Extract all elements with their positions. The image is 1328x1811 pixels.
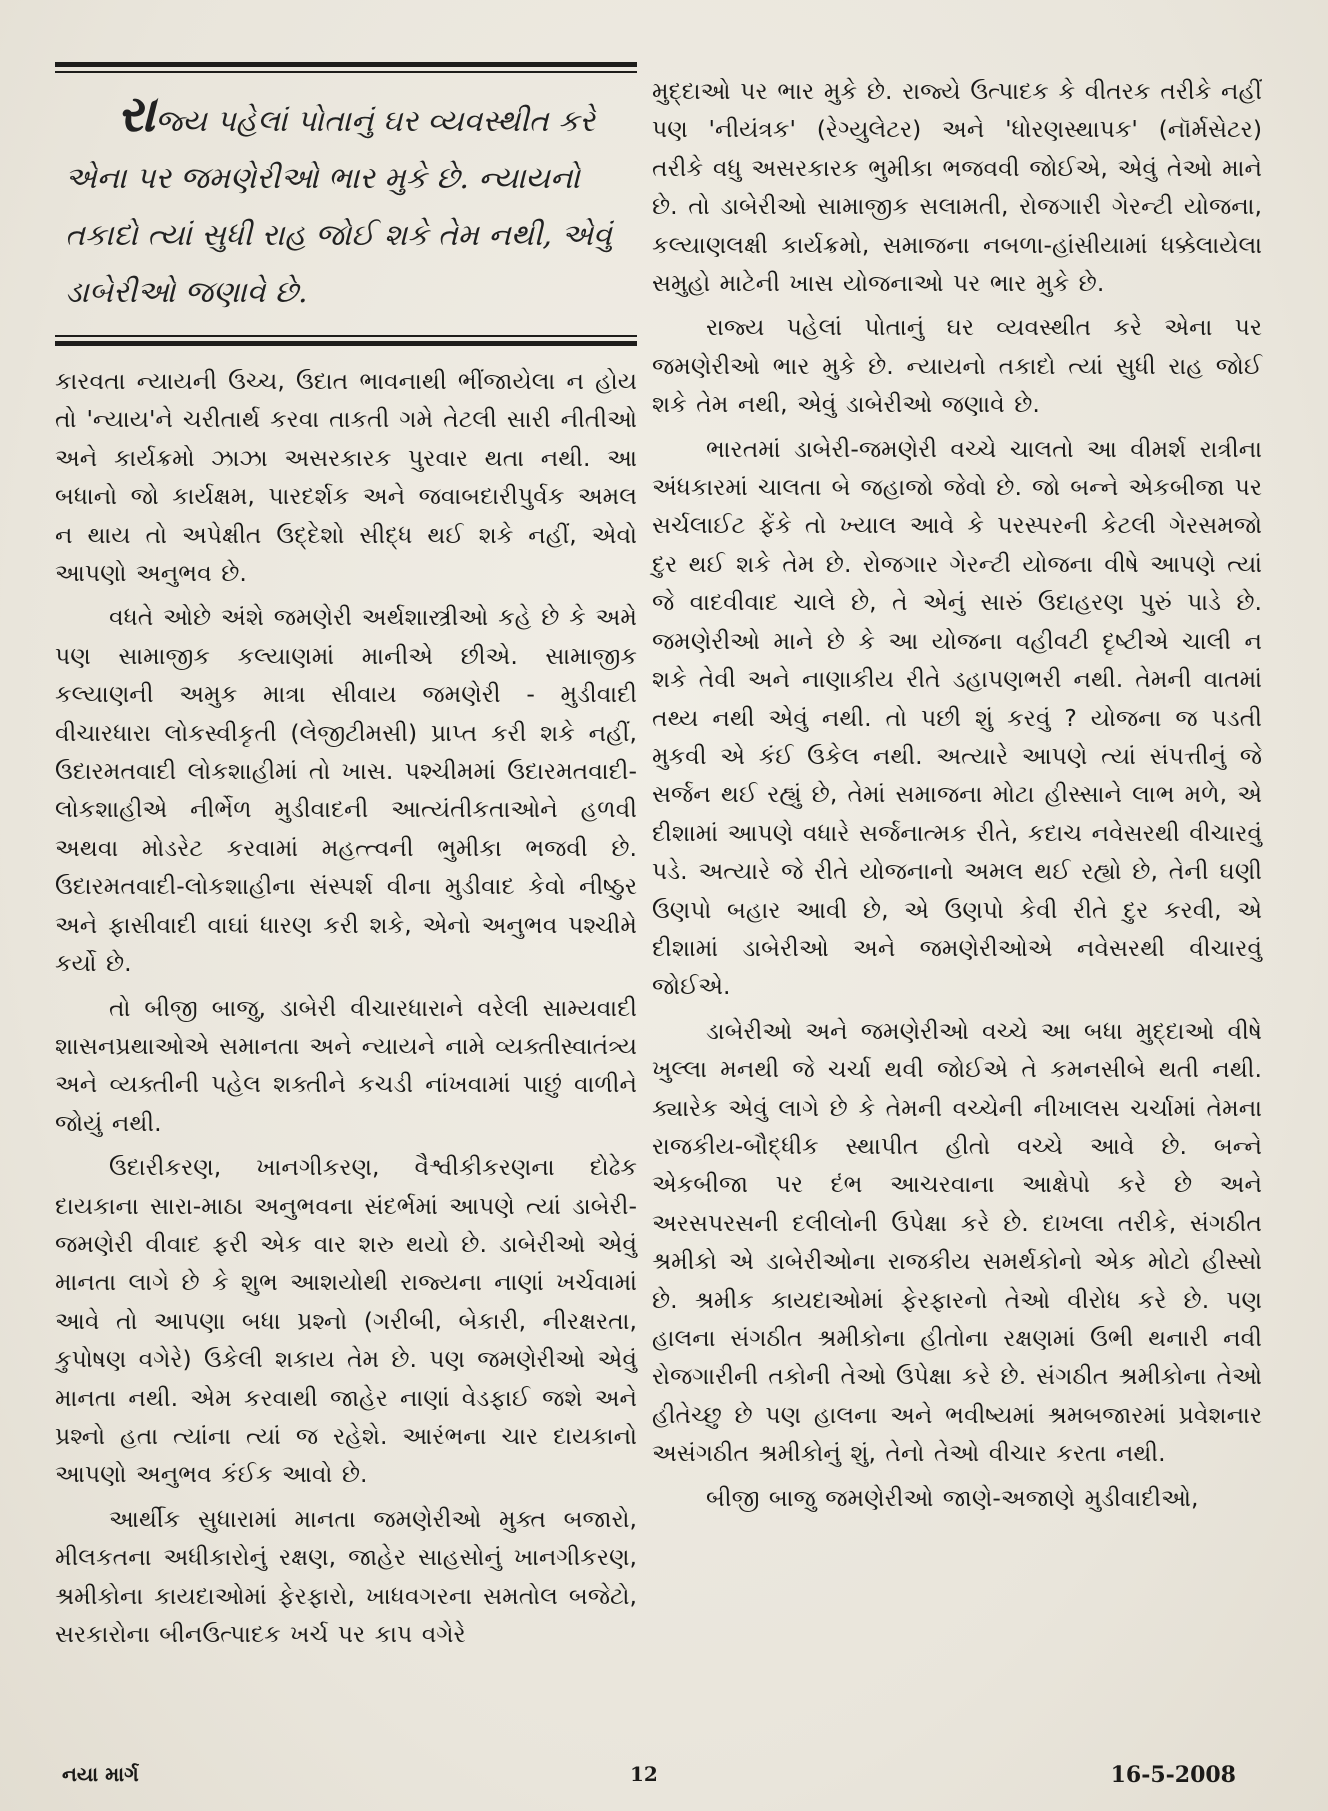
paragraph: વધતે ઓછે અંશે જમણેરી અર્થશાસ્ત્રીઓ કહે છે કે અમે પણ સામાજીક કલ્યાણમાં માનીએ છીએ. સામાજીક કલ્યાણની અમુક માત્રા સીવાય જમણેરી - મુડીવાદી વીચારધારા લોકસ્વીકૃતી (લેજીટીમસી) પ્રાપ્ત કરી શકે નહીં, ઉદારમતવાદી લોકશાહીમાં તો ખાસ. પશ્ચીમમાં ઉદારમતવાદી-લોકશાહીએ નીર્ભેળ મુડીવાદની આત્યંતીકતાઓને હળવી અથવા મોડરેટ કરવામાં મહત્ત્વની ભુમીકા ભજવી છે. ઉદારમતવાદી-લોકશાહીના સંસ્પર્શ વીના મુડીવાદ કેવો નીષ્ઠુર અને ફાસીવાદી વાઘાં ધારણ કરી શકે, એનો અનુભવ પશ્ચીમે કર્યો છે. <box>55 603 637 978</box>
paragraph: તો બીજી બાજુ, ડાબેરી વીચારધારાને વરેલી સામ્યવાદી શાસનપ્રથાઓએ સમાનતા અને ન્યાયને નામે વ્યક્તીસ્વાતંત્ર્ય અને વ્યક્તીની પહેલ શક્તીને કચડી નાંખવામાં પાછું વાળીને જોયું નથી. <box>55 993 637 1137</box>
pullquote-bottom-rule <box>55 335 637 346</box>
right-column-body <box>652 72 1262 1517</box>
page-number: 12 <box>630 1762 658 1786</box>
right-column <box>652 72 1262 1517</box>
pullquote-text: જ્ય પહેલાં પોતાનું ઘર વ્યવસ્થીત કરે એના પર જમણેરીઓ ભાર મુકે છે. ન્યાયનો તકાદો ત્યાં સુધી રાહ જોઈ શકે તેમ નથી, એવું ડાબેરીઓ જણાવે છે. <box>65 104 612 310</box>
issue-date: 16-5-2008 <box>1110 1762 1236 1788</box>
paragraph: ભારતમાં ડાબેરી-જમણેરી વચ્ચે ચાલતો આ વીમર્શ રાત્રીના અંધકારમાં ચાલતા બે જહાજો જેવો છે. જો બન્ને એકબીજા પર સર્ચલાઈટ ફેંકે તો ખ્યાલ આવે કે પરસ્પરની કેટલી ગેરસમજો દુર થઈ શકે તેમ છે. રોજગાર ગેરન્ટી યોજના વીષે આપણે ત્યાં જે વાદવીવાદ ચાલે છે, તે એનું સારું ઉદાહરણ પુરું પાડે છે. જમણેરીઓ માને છે કે આ યોજના વહીવટી દૃષ્ટીએ ચાલી ન શકે તેવી અને નાણાકીય રીતે ડહાપણભરી નથી. તેમની વાતમાં તથ્ય નથી એવું નથી. તો પછી શું કરવું ? યોજના જ પડતી મુકવી એ કંઈ ઉકેલ નથી. અત્યારે આપણે ત્યાં સંપત્તીનું જે સર્જન થઈ રહ્યું છે, તેમાં સમાજના મોટા હીસ્સાને લાભ મળે, એ દીશામાં આપણે વધારે સર્જનાત્મક રીતે, કદાચ નવેસરથી વીચારવું પડે. અત્યારે જે રીતે યોજનાનો અમલ થઈ રહ્યો છે, તેની ઘણી ઉણપો બહાર આવી છે, એ ઉણપો કેવી રીતે દુર કરવી, એ દીશામાં ડાબેરીઓ અને જમણેરીઓએ નવેસરથી વીચારવું જોઈએ. <box>652 434 1262 1001</box>
page-footer <box>0 1762 1328 1792</box>
paragraph: ઉદારીકરણ, ખાનગીકરણ, વૈશ્વીકીકરણના દોઢેક દાયકાના સારા-માઠા અનુભવના સંદર્ભમાં આપણે ત્યાં ડાબેરી-જમણેરી વીવાદ ફરી એક વાર શરુ થયો છે. ડાબેરીઓ એવું માનતા લાગે છે કે શુભ આશયોથી રાજ્યના નાણાં ખર્ચવામાં આવે તો આપણા બધા પ્રશ્નો (ગરીબી, બેકારી, નીરક્ષરતા, કુપોષણ વગેરે) ઉકેલી શકાય તેમ છે. પણ જમણેરીઓ એવું માનતા નથી. એમ કરવાથી જાહેર નાણાં વેડફાઈ જશે અને પ્રશ્નો હતા ત્યાંના ત્યાં જ રહેશે. આરંભના ચાર દાયકાનો આપણો અનુભવ કંઈક આવો છે. <box>55 1153 637 1489</box>
paragraph: બીજી બાજુ જમણેરીઓ જાણે-અજાણે મુડીવાદીઓ, <box>706 1483 1199 1512</box>
paragraph: ડાબેરીઓ અને જમણેરીઓ વચ્ચે આ બધા મુદ્દાઓ વીષે ખુલ્લા મનથી જે ચર્ચા થવી જોઈએ તે કમનસીબે થતી નથી. ક્યારેક એવું લાગે છે કે તેમની વચ્ચેની નીખાલસ ચર્ચામાં તેમના રાજકીય-બૌદ્ધીક સ્થાપીત હીતો વચ્ચે આવે છે. બન્ને એકબીજા પર દંભ આચરવાના આક્ષેપો કરે છે અને અરસપરસની દલીલોની ઉપેક્ષા કરે છે. દાખલા તરીકે, સંગઠીત શ્રમીકો એ ડાબેરીઓના રાજકીય સમર્થકોનો એક મોટો હીસ્સો છે. શ્રમીક કાયદાઓમાં ફેરફારનો તેઓ વીરોધ કરે છે. પણ હાલના સંગઠીત શ્રમીકોના હીતોના રક્ષણમાં ઉભી થનારી નવી રોજગારીની તકોની તેઓ ઉપેક્ષા કરે છે. સંગઠીત શ્રમીકોના તેઓ હીતેચ્છુ છે પણ હાલના અને ભવીષ્યમાં શ્રમબજારમાં પ્રવેશનાર અસંગઠીત શ્રમીકોનું શું, તેનો તેઓ વીચાર કરતા નથી. <box>652 1016 1262 1468</box>
paragraph: કારવતા ન્યાયની ઉચ્ચ, ઉદાત ભાવનાથી ભીંજાયેલા ન હોય તો 'ન્યાય'ને ચરીતાર્થ કરવા તાકતી ગમે તેટલી સારી નીતીઓ અને કાર્યક્રમો ઝાઝા અસરકારક પુરવાર થતા નથી. આ બધાનો જો કાર્યક્ષમ, પારદર્શક અને જવાબદારીપુર્વક અમલ ન થાય તો અપેક્ષીત ઉદ્દેશો સીદ્ધ થઈ શકે નહીં, એવો આપણો અનુભવ છે. <box>55 367 637 588</box>
publication-name: નયા માર્ગ <box>62 1762 139 1786</box>
pullquote <box>55 73 637 335</box>
paragraph: આર્થીક સુધારામાં માનતા જમણેરીઓ મુક્ત બજારો, મીલકતના અધીકારોનું રક્ષણ, જાહેર સાહસોનું ખાનગીકરણ, શ્રમીકોના કાયદાઓમાં ફેરફારો, ખાધવગરના સમતોલ બજેટો, સરકારોના બીનઉત્પાદક ખર્ચ પર કાપ વગેરે <box>55 1504 637 1648</box>
paragraph: મુદ્દાઓ પર ભાર મુકે છે. રાજ્યે ઉત્પાદક કે વીતરક તરીકે નહીં પણ 'નીયંત્રક' (રેગ્યુલેટર) અને 'ધોરણસ્થાપક' (નૉર્મસેટર) તરીકે વધુ અસરકારક ભુમીકા ભજવવી જોઈએ, એવું તેઓ માને છે. તો ડાબેરીઓ સામાજીક સલામતી, રોજગારી ગેરન્ટી યોજના, કલ્યાણલક્ષી કાર્યક્રમો, સમાજના નબળા-હાંસીયામાં ધક્કેલાયેલા સમુહો માટેની ખાસ યોજનાઓ પર ભાર મુકે છે. <box>652 77 1262 298</box>
paragraph: રાજ્ય પહેલાં પોતાનું ઘર વ્યવસ્થીત કરે એના પર જમણેરીઓ ભાર મુકે છે. ન્યાયનો તકાદો ત્યાં સુધી રાહ જોઈ શકે તેમ નથી, એવું ડાબેરીઓ જણાવે છે. <box>652 313 1262 419</box>
pullquote-dropcap: રા <box>117 84 156 143</box>
left-column-body <box>55 362 637 1653</box>
pullquote-top-rule <box>55 62 637 73</box>
left-column <box>55 62 637 1653</box>
